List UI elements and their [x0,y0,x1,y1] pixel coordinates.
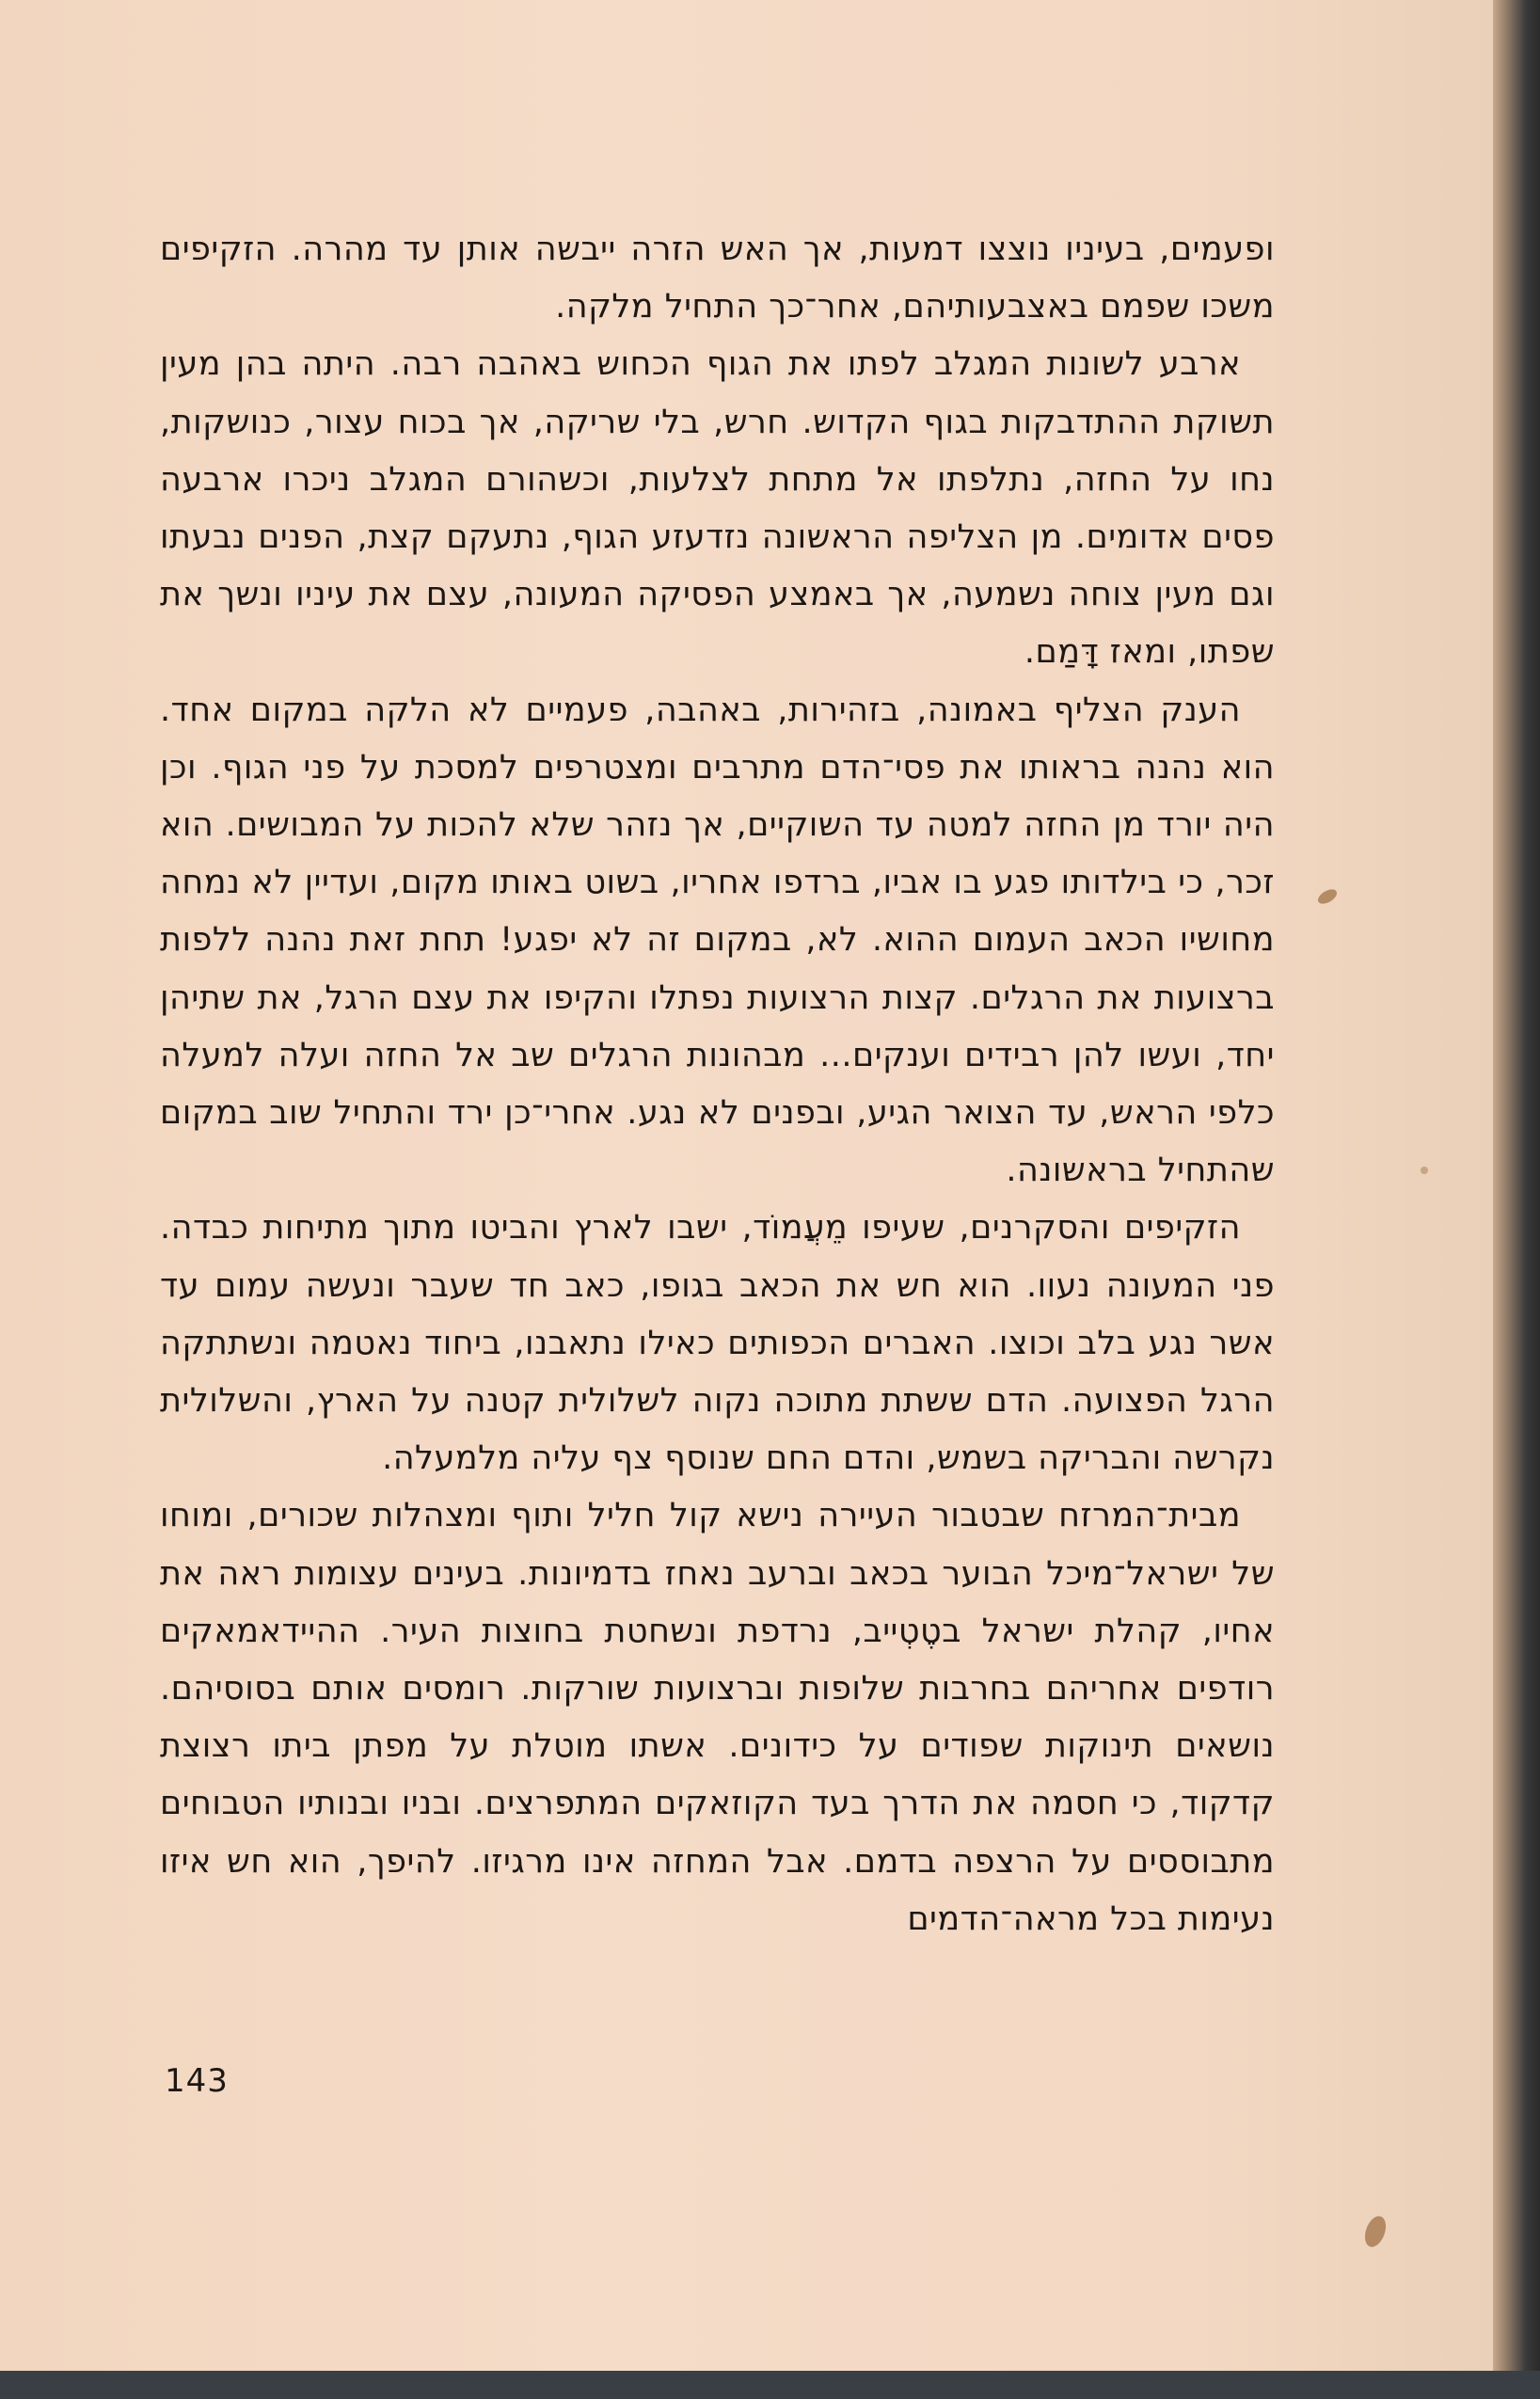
paper-stain [1361,2214,1389,2250]
book-binding-edge [1493,0,1540,2399]
body-text [160,221,1275,1948]
paper-stain [1315,886,1339,906]
scanner-bottom-edge [0,2371,1540,2399]
paragraph: מבית־המרזח שבטבור העיירה נישא קול חליל ותוף ומצהלות שכורים, ומוחו של ישראל־מיכל הבוער בכאב וברעב נאחז בדמיונות. בעינים עצומות ראה את אחיו, קהלת ישראל בטֶטְייב, נרדפת ונשחטת בחוצות העיר. ההיידאמאקים רודפים אחריהם בחרבות שלופות וברצועות שורקות. רומסים אותם בסוסיהם. נושאים תינוקות שפודים על כידונים. אשתו מוטלת על מפתן ביתו רצוצת קדקוד, כי חסמה את הדרך בעד הקוזאקים המתפרצים. ובניו ובנותיו הטבוחים מתבוססים על הרצפה בדמם. אבל המחזה אינו מרגיזו. להיפך, הוא חש איזו נעימות בכל מראה־הדמים [160,1497,1275,1938]
page-number: 143 [165,2062,229,2100]
paragraph: הענק הצליף באמונה, בזהירות, באהבה, פעמיים לא הלקה במקום אחד. הוא נהנה בראותו את פסי־הדם מתרבים ומצטרפים למסכת על פני הגוף. וכן היה יורד מן החזה למטה עד השוקיים, אך נזהר שלא להכות על המבושים. הוא זכר, כי בילדותו פגע בו אביו, ברדפו אחריו, בשוט באותו מקום, ועדיין לא נמחה מחושיו הכאב העמום ההוא. לא, במקום זה לא יפגע! תחת זאת נהנה ללפות ברצועות את הרגלים. קצות הרצועות נפתלו והקיפו את עצם הרגל, את שתיהן יחד, ועשו להן רבידים וענקים... מבהונות הרגלים שב אל החזה ועלה למעלה כלפי הראש, עד הצואר הגיע, ובפנים לא נגע. אחרי־כן ירד והתחיל שוב במקום שהתחיל בראשונה. [160,691,1275,1190]
paragraph: ארבע לשונות המגלב לפתו את הגוף הכחוש באהבה רבה. היתה בהן מעין תשוקת ההתדבקות בגוף הקדוש. חרש, בלי שריקה, אך בכוח עצור, כנושקות, נחו על החזה, נתלפתו אל מתחת לצלעות, וכשהורם המגלב ניכרו ארבעה פסים אדומים. מן הצליפה הראשונה נזדעזע הגוף, נתעקם קצת, הפנים נבעתו וגם מעין צוחה נשמעה, אך באמצע הפסיקה המעונה, עצם את עיניו ונשך את שפתו, ומאז דָּמַם. [160,345,1275,672]
paper-stain [1421,1167,1428,1174]
paragraph: הזקיפים והסקרנים, שעיפו מֵעֲמוֹד, ישבו לארץ והביטו מתוך מתיחות כבדה. פני המעונה נעוו. הוא חש את הכאב בגופו, כאב חד שעבר ונעשה עמום עד אשר נגע בלב וכוצו. האברים הכפותים כאילו נתאבנו, ביחוד נאטמה ונשתתקה הרגל הפצועה. הדם ששתת מתוכה נקוה לשלולית קטנה על הארץ, והשלולית נקרשה והבריקה בשמש, והדם החם שנוסף צף עליה מלמעלה. [160,1209,1275,1478]
paragraph: ופעמים, בעיניו נוצצו דמעות, אך האש הזרה ייבשה אותן עד מהרה. הזקיפים משכו שפמם באצבעותיהם, אחר־כך התחיל מלקה. [160,230,1275,326]
